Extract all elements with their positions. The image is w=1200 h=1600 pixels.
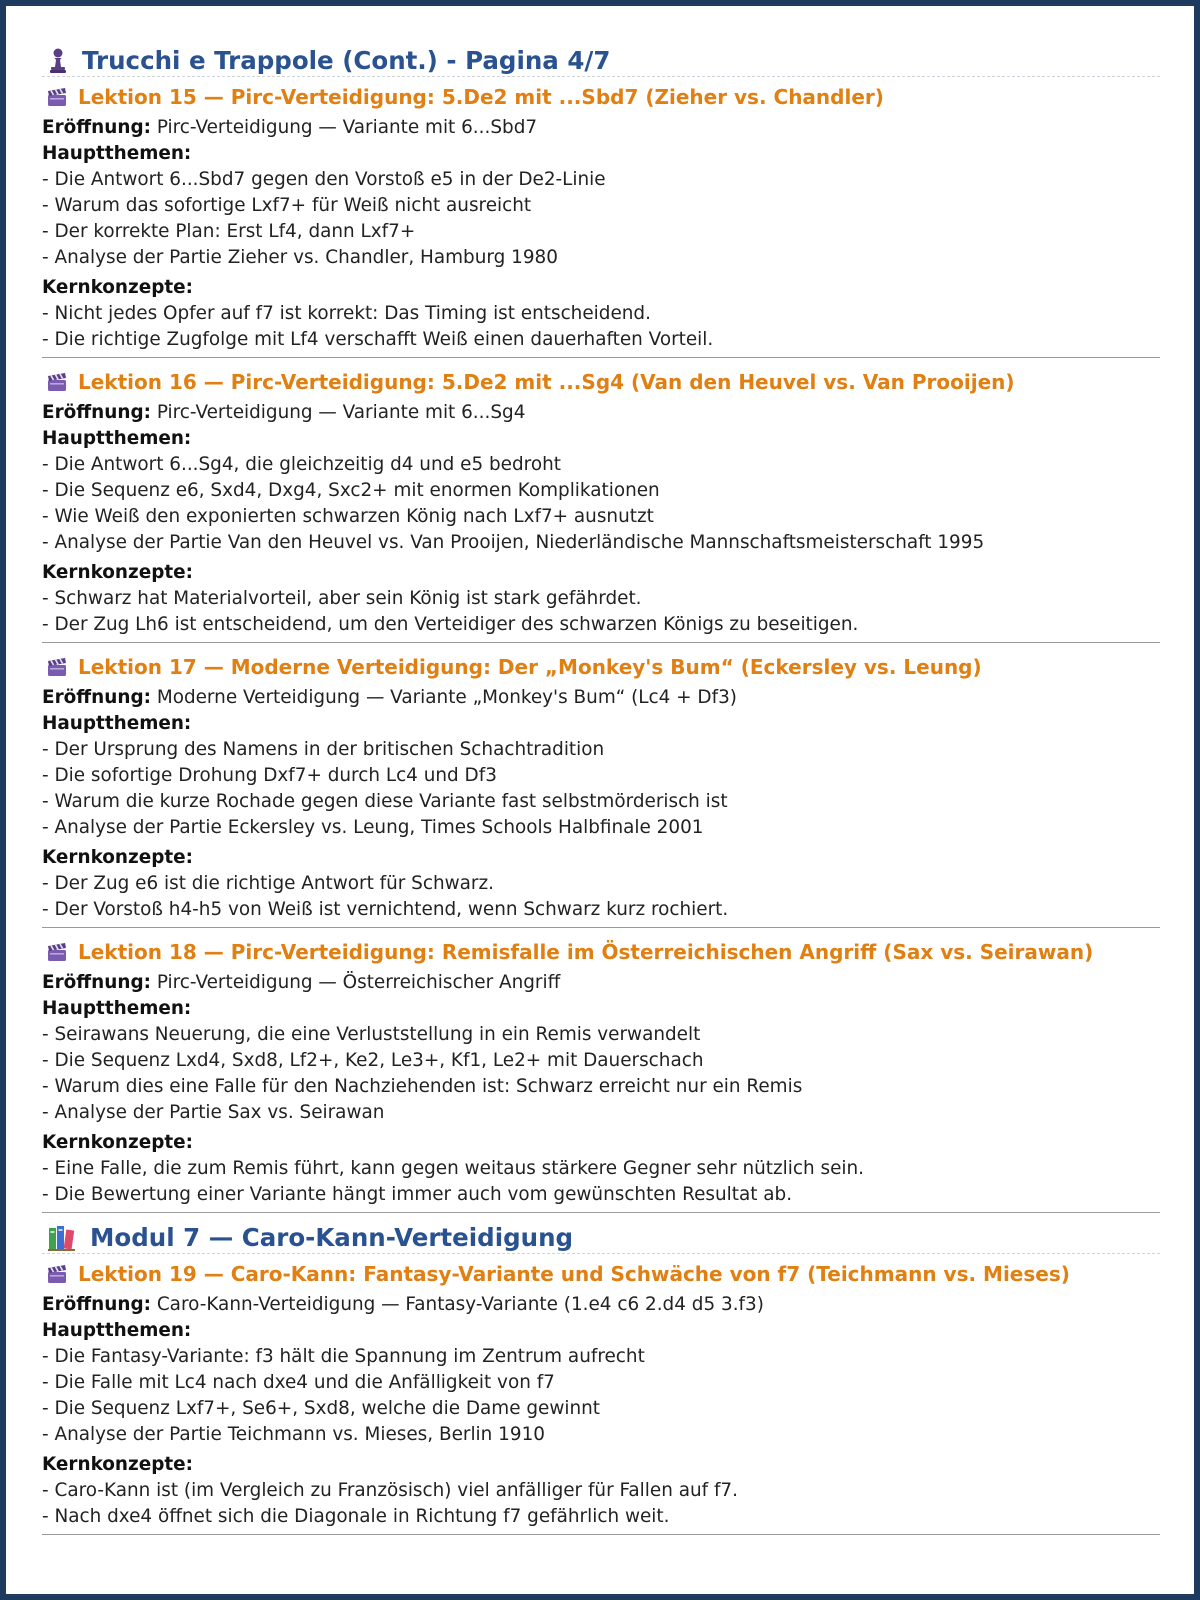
lesson-title-row — [46, 368, 1160, 396]
concept-item: - Der Zug Lh6 ist entscheidend, um den Verteidiger des schwarzen Königs zu beseitigen. — [42, 614, 859, 635]
chess-pawn-icon — [48, 47, 68, 75]
topic-item: - Warum das sofortige Lxf7+ für Weiß nicht ausreicht — [42, 195, 532, 216]
opening-value: Moderne Verteidigung — Variante „Monkey's Bum“ (Lc4 + Df3) — [156, 687, 737, 708]
lessons-list — [42, 1260, 1160, 1535]
books-icon — [48, 1225, 76, 1251]
lesson-title-row — [46, 1260, 1160, 1288]
main-topics-label: Hauptthemen: — [42, 143, 192, 164]
concept-item: - Der Vorstoß h4-h5 von Weiß ist vernichtend, wenn Schwarz kurz rochiert. — [42, 899, 729, 920]
concept-item: - Eine Falle, die zum Remis führt, kann gegen weitaus stärkere Gegner sehr nützlich sein. — [42, 1158, 864, 1179]
lesson-title-row — [46, 653, 1160, 681]
opening-line — [42, 115, 1160, 141]
lesson-title-row — [46, 83, 1160, 111]
main-topics-list — [42, 1022, 1160, 1126]
opening-value: Caro-Kann-Verteidigung — Fantasy-Variante (1.e4 c6 2.d4 d5 3.f3) — [156, 1294, 764, 1315]
topic-item: - Die Falle mit Lc4 nach dxe4 und die Anfälligkeit von f7 — [42, 1372, 555, 1393]
lessons-list — [42, 83, 1160, 1213]
opening-label: Eröffnung: — [42, 402, 151, 423]
lesson-title: Lektion 19 — Caro-Kann: Fantasy-Variante und Schwäche von f7 (Teichmann vs. Mieses) — [78, 1262, 1070, 1286]
main-topics-label: Hauptthemen: — [42, 713, 192, 734]
topic-item: - Analyse der Partie Sax vs. Seirawan — [42, 1102, 385, 1123]
opening-line — [42, 685, 1160, 711]
key-concepts-label: Kernkonzepte: — [42, 1454, 193, 1475]
concept-item: - Die richtige Zugfolge mit Lf4 verschafft Weiß einen dauerhaften Vorteil. — [42, 329, 714, 350]
topic-item: - Die Sequenz Lxf7+, Se6+, Sxd8, welche die Dame gewinnt — [42, 1398, 601, 1419]
key-concepts-list — [42, 301, 1160, 353]
concept-item: - Schwarz hat Materialvorteil, aber sein König ist stark gefährdet. — [42, 588, 642, 609]
key-concepts-label: Kernkonzepte: — [42, 277, 193, 298]
topic-item: - Die Sequenz Lxd4, Sxd8, Lf2+, Ke2, Le3+, Kf1, Le2+ mit Dauerschach — [42, 1050, 704, 1071]
topic-item: - Analyse der Partie Zieher vs. Chandler, Hamburg 1980 — [42, 247, 558, 268]
lesson-title: Lektion 17 — Moderne Verteidigung: Der „Monkey's Bum“ (Eckersley vs. Leung) — [78, 655, 982, 679]
clapperboard-icon — [46, 656, 68, 678]
topic-item: - Warum dies eine Falle für den Nachziehenden ist: Schwarz erreicht nur ein Remis — [42, 1076, 803, 1097]
opening-line — [42, 400, 1160, 426]
clapperboard-icon — [46, 86, 68, 108]
opening-label: Eröffnung: — [42, 687, 151, 708]
opening-value: Pirc-Verteidigung — Österreichischer Angriff — [156, 972, 561, 993]
opening-label: Eröffnung: — [42, 972, 151, 993]
clapperboard-icon — [46, 1263, 68, 1285]
page — [6, 6, 1194, 1594]
topic-item: - Die Antwort 6...Sg4, die gleichzeitig d4 und e5 bedroht — [42, 454, 561, 475]
topic-item: - Die Sequenz e6, Sxd4, Dxg4, Sxc2+ mit enormen Komplikationen — [42, 480, 660, 501]
main-topics-label: Hauptthemen: — [42, 428, 192, 449]
page-title-row — [42, 42, 1160, 77]
lesson-card — [42, 1260, 1160, 1535]
key-concepts-list — [42, 1156, 1160, 1208]
topic-item: - Warum die kurze Rochade gegen diese Variante fast selbstmörderisch ist — [42, 791, 728, 812]
opening-value: Pirc-Verteidigung — Variante mit 6...Sbd7 — [156, 117, 538, 138]
concept-item: - Nicht jedes Opfer auf f7 ist korrekt: Das Timing ist entscheidend. — [42, 303, 651, 324]
opening-line — [42, 1292, 1160, 1318]
key-concepts-list — [42, 871, 1160, 923]
main-topics-list — [42, 1344, 1160, 1448]
main-topics-list — [42, 452, 1160, 556]
clapperboard-icon — [46, 941, 68, 963]
topic-item: - Die Antwort 6...Sbd7 gegen den Vorstoß e5 in der De2-Linie — [42, 169, 606, 190]
concept-item: - Caro-Kann ist (im Vergleich zu Französisch) viel anfälliger für Fallen auf f7. — [42, 1480, 738, 1501]
lesson-card — [42, 83, 1160, 358]
opening-line — [42, 970, 1160, 996]
topic-item: - Analyse der Partie Van den Heuvel vs. Van Prooijen, Niederländische Mannschaftsmeisterschaft 1995 — [42, 532, 985, 553]
topic-item: - Der Ursprung des Namens in der britischen Schachtradition — [42, 739, 605, 760]
topic-item: - Wie Weiß den exponierten schwarzen König nach Lxf7+ ausnutzt — [42, 506, 654, 527]
key-concepts-label: Kernkonzepte: — [42, 1132, 193, 1153]
key-concepts-label: Kernkonzepte: — [42, 847, 193, 868]
concept-item: - Nach dxe4 öffnet sich die Diagonale in Richtung f7 gefährlich weit. — [42, 1506, 670, 1527]
topic-item: - Analyse der Partie Teichmann vs. Mieses, Berlin 1910 — [42, 1424, 545, 1445]
topic-item: - Die sofortige Drohung Dxf7+ durch Lc4 und Df3 — [42, 765, 497, 786]
topic-item: - Seirawans Neuerung, die eine Verluststellung in ein Remis verwandelt — [42, 1024, 701, 1045]
concept-item: - Der Zug e6 ist die richtige Antwort für Schwarz. — [42, 873, 494, 894]
key-concepts-list — [42, 586, 1160, 638]
main-topics-list — [42, 737, 1160, 841]
opening-label: Eröffnung: — [42, 117, 151, 138]
key-concepts-list — [42, 1478, 1160, 1530]
module-title-row — [42, 1219, 1160, 1254]
lesson-title: Lektion 16 — Pirc-Verteidigung: 5.De2 mit ...Sg4 (Van den Heuvel vs. Van Prooijen) — [78, 370, 1015, 394]
main-topics-label: Hauptthemen: — [42, 998, 192, 1019]
main-topics-list — [42, 167, 1160, 271]
clapperboard-icon — [46, 371, 68, 393]
lesson-card — [42, 938, 1160, 1213]
topic-item: - Analyse der Partie Eckersley vs. Leung, Times Schools Halbfinale 2001 — [42, 817, 704, 838]
opening-value: Pirc-Verteidigung — Variante mit 6...Sg4 — [156, 402, 526, 423]
lesson-title: Lektion 15 — Pirc-Verteidigung: 5.De2 mit ...Sbd7 (Zieher vs. Chandler) — [78, 85, 884, 109]
key-concepts-label: Kernkonzepte: — [42, 562, 193, 583]
lesson-title: Lektion 18 — Pirc-Verteidigung: Remisfalle im Österreichischen Angriff (Sax vs. Seirawan) — [78, 940, 1094, 964]
lesson-card — [42, 653, 1160, 928]
lesson-title-row — [46, 938, 1160, 966]
topic-item: - Der korrekte Plan: Erst Lf4, dann Lxf7+ — [42, 221, 416, 242]
page-title: Trucchi e Trappole (Cont.) - Pagina 4/7 — [82, 46, 611, 75]
module-title: Modul 7 — Caro-Kann-Verteidigung — [90, 1223, 574, 1252]
lesson-card — [42, 368, 1160, 643]
main-topics-label: Hauptthemen: — [42, 1320, 192, 1341]
concept-item: - Die Bewertung einer Variante hängt immer auch vom gewünschten Resultat ab. — [42, 1184, 793, 1205]
opening-label: Eröffnung: — [42, 1294, 151, 1315]
topic-item: - Die Fantasy-Variante: f3 hält die Spannung im Zentrum aufrecht — [42, 1346, 645, 1367]
